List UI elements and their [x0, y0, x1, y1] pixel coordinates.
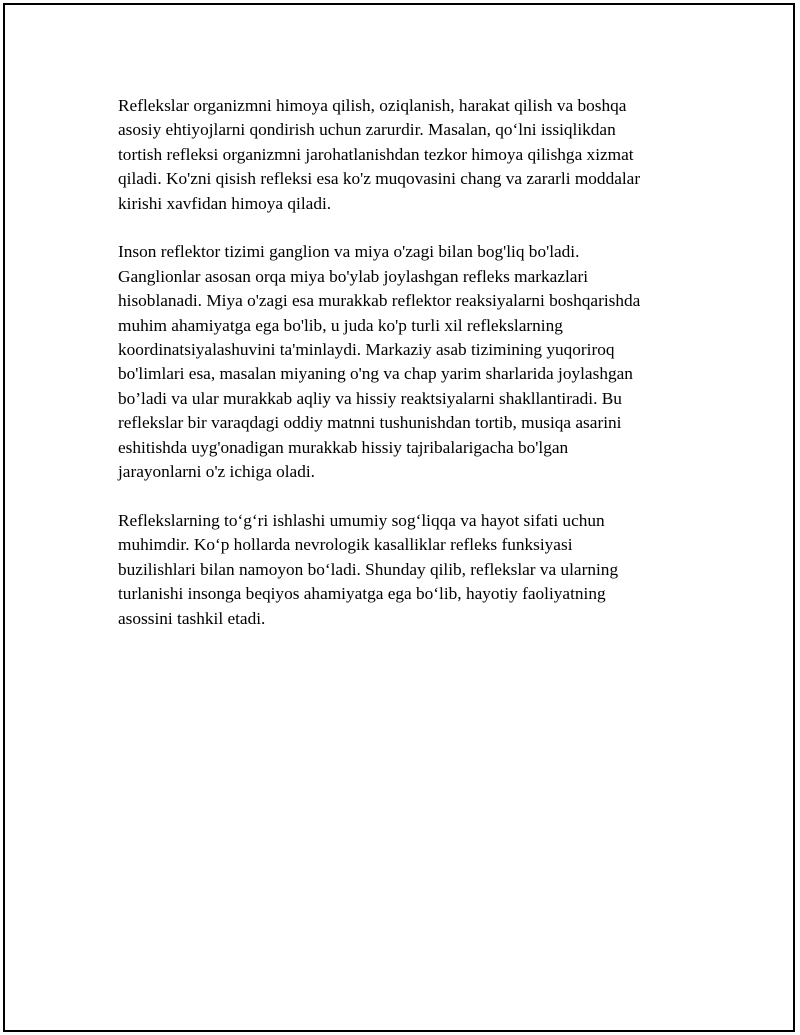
text-line: koordinatsiyalashuvini ta'minlaydi. Markaziy asab tizimining yuqoriroq — [118, 340, 615, 360]
text-line: bo’ladi va ular murakkab aqliy va hissiy reaktsiyalarni shakllantiradi. Bu — [118, 388, 622, 408]
text-line: asosiy ehtiyojlarni qondirish uchun zarurdir. Masalan, qo‘lni issiqlikdan — [118, 120, 616, 140]
text-line: muhimdir. Ko‘p hollarda nevrologik kasalliklar refleks funksiyasi — [118, 535, 573, 555]
text-line: kirishi xavfidan himoya qiladi. — [118, 193, 332, 213]
text-line: buzilishlari bilan namoyon bo‘ladi. Shunday qilib, reflekslar va ularning — [118, 559, 619, 579]
text-line: Ganglionlar asosan orqa miya bo'ylab joylashgan refleks markazlari — [118, 266, 589, 286]
text-line: eshitishda uyg'onadigan murakkab hissiy tajribalarigacha bo'lgan — [118, 437, 569, 457]
text-line: asossini tashkil etadi. — [118, 608, 266, 628]
text-line: jarayonlarni o'z ichiga oladi. — [118, 462, 315, 482]
text-line: hisoblanadi. Miya o'zagi esa murakkab reflektor reaksiyalarni boshqarishda — [118, 291, 641, 311]
text-line: Inson reflektor tizimi ganglion va miya o'zagi bilan bog'liq bo'ladi. — [118, 242, 580, 262]
paragraph-1 — [118, 94, 678, 216]
text-line: turlanishi insonga beqiyos ahamiyatga ega bo‘lib, hayotiy faoliyatning — [118, 584, 606, 604]
paragraph-3 — [118, 509, 678, 631]
text-line: Reflekslar organizmni himoya qilish, oziqlanish, harakat qilish va boshqa — [118, 96, 627, 115]
text-line: bo'limlari esa, masalan miyaning o'ng va chap yarim sharlarida joylashgan — [118, 364, 633, 384]
document-body — [118, 94, 678, 655]
text-line: Reflekslarning to‘g‘ri ishlashi umumiy sog‘liqqa va hayot sifati uchun — [118, 510, 605, 530]
text-line: reflekslar bir varaqdagi oddiy matnni tushunishdan tortib, musiqa asarini — [118, 413, 622, 433]
text-line: qiladi. Ko'zni qisish refleksi esa ko'z muqovasini chang va zararli moddalar — [118, 169, 641, 189]
text-line: muhim ahamiyatga ega bo'lib, u juda ko'p turli xil reflekslarning — [118, 315, 563, 335]
text-line: tortish refleksi organizmni jarohatlanishdan tezkor himoya qilishga xizmat — [118, 144, 634, 164]
paragraph-2 — [118, 240, 678, 484]
